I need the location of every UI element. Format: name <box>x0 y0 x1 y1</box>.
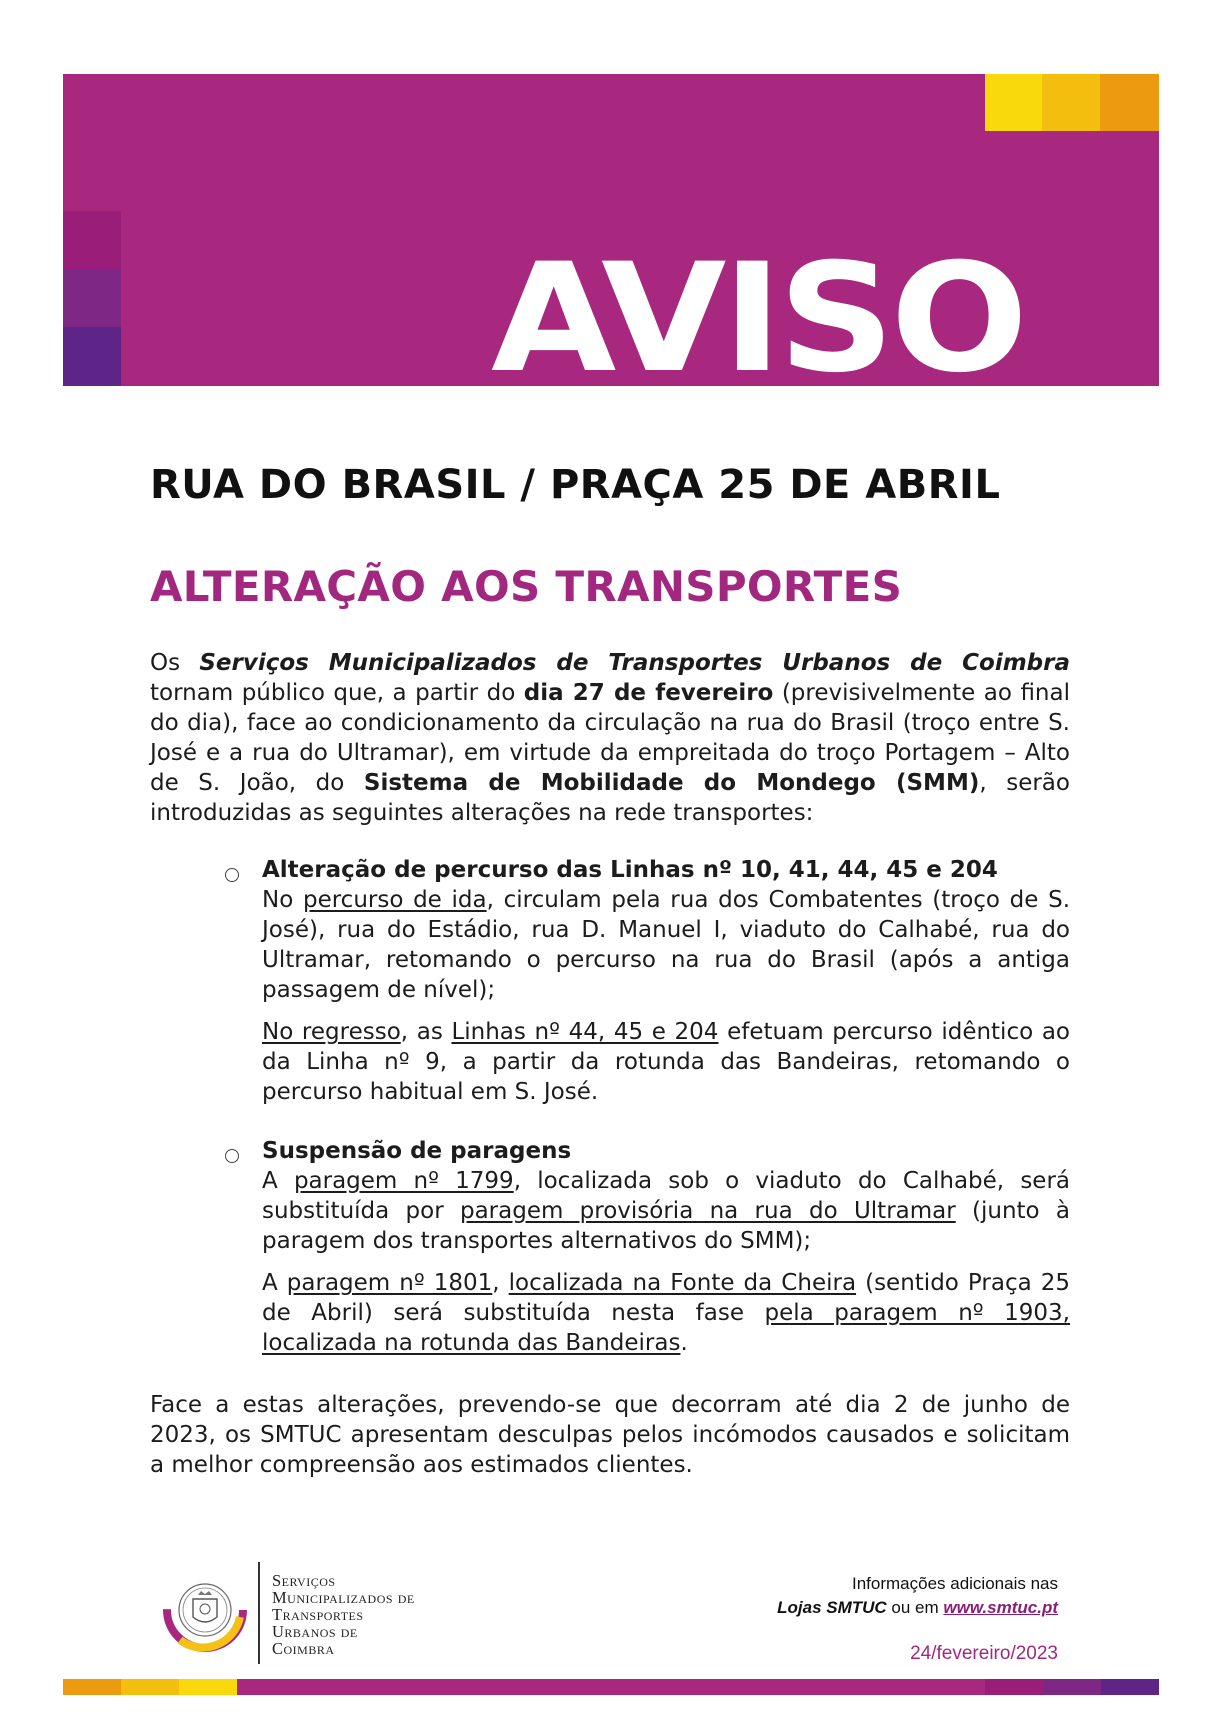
organization-name: Serviços Municipalizados de Transportes Urbanos de Coimbra <box>272 1571 415 1658</box>
purple-square <box>63 269 121 327</box>
orange-square <box>1100 74 1159 131</box>
bullet-icon <box>225 868 239 882</box>
purple-square <box>63 211 121 269</box>
bullet-icon <box>225 1149 239 1163</box>
bottom-color-bar <box>63 1679 1159 1695</box>
aviso-banner <box>63 74 1159 386</box>
page-subtitle: ALTERAÇÃO AOS TRANSPORTES <box>150 562 903 611</box>
item-paragraph: A paragem nº 1801, localizada na Fonte da Cheira (sentido Praça 25 de Abril) será substituída nesta fase pela paragem nº 1903, localizada na rotunda das Bandeiras. <box>262 1270 1071 1356</box>
yellow-square <box>1042 74 1100 131</box>
yellow-square <box>985 74 1042 131</box>
website-link[interactable]: www.smtuc.pt <box>943 1598 1058 1617</box>
purple-square <box>63 327 121 386</box>
item-paragraph: A paragem nº 1799, localizada sob o viaduto do Calhabé, será substituída por paragem provisória na rua do Ultramar (junto à paragem dos transportes alternativos do SMM); <box>262 1168 1071 1254</box>
intro-paragraph: Os Serviços Municipalizados de Transportes Urbanos de Coimbra tornam público que, a partir do dia 27 de fevereiro (previsivelmente ao final do dia), face ao condicionamento da circulação na rua do Brasil (troço entre S. José e a rua do Ultramar), em virtude da empreitada do troço Portagem – Alto de S. João, do Sistema de Mobilidade do Mondego (SMM), serão introduzidas as seguintes alterações na rede transportes: <box>150 650 1070 826</box>
item-heading: Suspensão de paragens <box>262 1138 572 1164</box>
closing-paragraph: Face a estas alterações, prevendo-se que decorram até dia 2 de junho de 2023, os SMTUC apresentam desculpas pelos incómodos causados e solicitam a melhor compreensão aos estimados clientes. <box>150 1392 1070 1478</box>
additional-info: Informações adicionais nas Lojas SMTUC ou em www.smtuc.pt <box>777 1574 1058 1617</box>
item-paragraph: No percurso de ida, circulam pela rua dos Combatentes (troço de S. José), rua do Estádio, rua D. Manuel I, viaduto do Calhabé, rua do Ultramar, retomando o percurso na rua do Brasil (após a antiga passagem de nível); <box>262 887 1071 1003</box>
item-paragraph: No regresso, as Linhas nº 44, 45 e 204 efetuam percurso idêntico ao da Linha nº 9, a partir da rotunda das Bandeiras, retomando o percurso habitual em S. José. <box>262 1019 1070 1105</box>
list-item-stop-suspension <box>262 1136 1070 1358</box>
item-heading: Alteração de percurso das Linhas nº 10, 41, 44, 45 e 204 <box>262 857 998 883</box>
page-title: RUA DO BRASIL / PRAÇA 25 DE ABRIL <box>150 462 1001 508</box>
footer-divider <box>258 1562 260 1664</box>
publication-date: 24/fevereiro/2023 <box>910 1643 1058 1664</box>
aviso-heading: AVISO <box>491 232 1024 386</box>
smtuc-logo-icon <box>160 1565 250 1655</box>
list-item-route-change <box>262 855 1070 1107</box>
